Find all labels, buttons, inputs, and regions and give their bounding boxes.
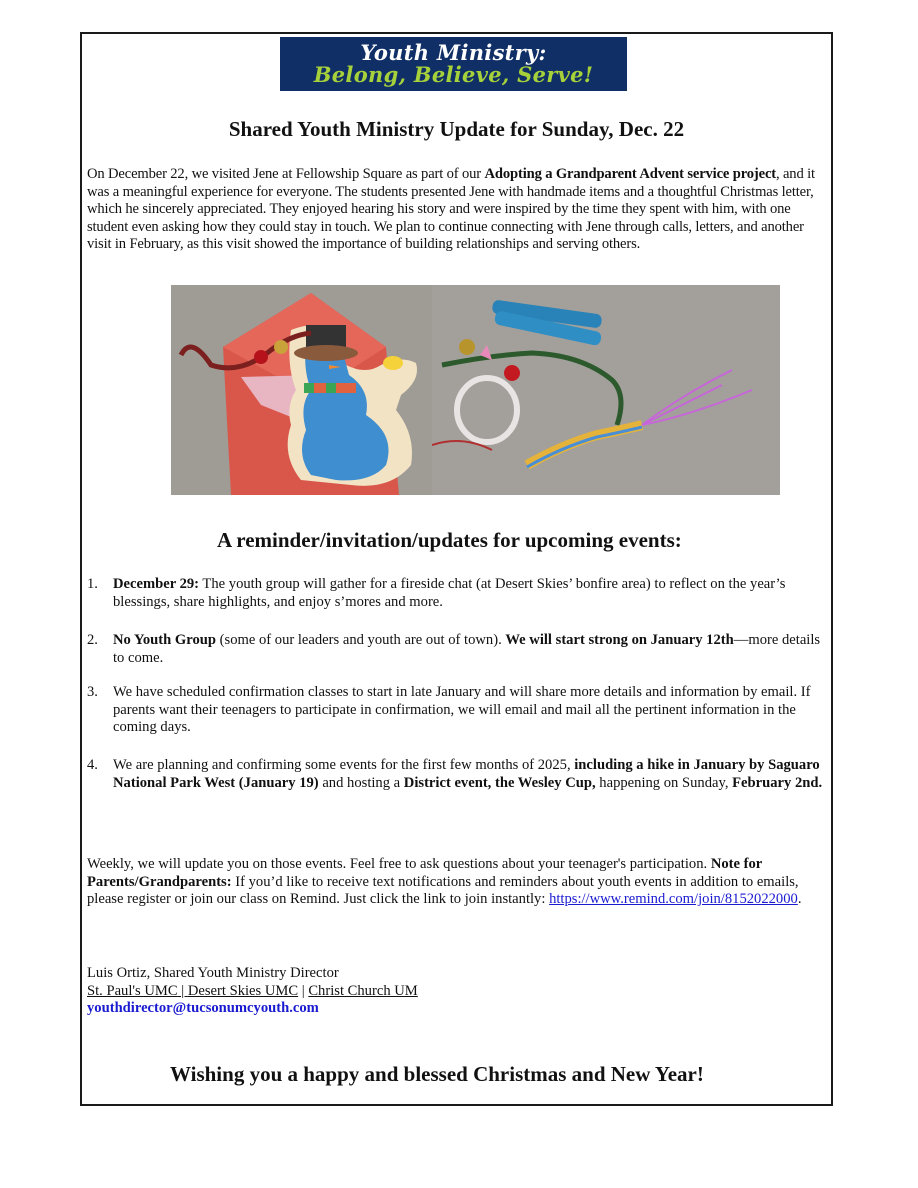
event-text: The youth group will gather for a fireside chat (at Desert Skies’ bonfire area) to reflect on the year’s blessings, share highlights, and enjoy s’mores and more. bbox=[113, 576, 786, 610]
intro-bold-project: Adopting a Grandparent Advent service project bbox=[484, 166, 776, 182]
weekly-text-2: If you’d like to receive text notifications and reminders about youth events in addition to emails, please register or join our class on Remind. Just click the link to join instantly: bbox=[87, 873, 799, 908]
event-text: and hosting a bbox=[318, 774, 404, 791]
signature-block bbox=[87, 965, 418, 1018]
page-title: Shared Youth Ministry Update for Sunday, Dec. 22 bbox=[228, 117, 685, 141]
church-link-st-pauls[interactable]: St. Paul's UMC bbox=[87, 982, 178, 999]
event-bold: No Youth Group bbox=[113, 632, 216, 648]
event-text: We are planning and confirming some events for the first few months of 2025, bbox=[113, 757, 575, 773]
closing-message: Wishing you a happy and blessed Christmas and New Year! bbox=[170, 1062, 704, 1086]
event-item bbox=[87, 757, 825, 792]
event-text: (some of our leaders and youth are out of town). bbox=[216, 632, 506, 648]
church-link-christ-church[interactable]: Christ Church UM bbox=[308, 982, 418, 999]
photo-bracelets bbox=[432, 285, 780, 495]
weekly-text-3: . bbox=[797, 891, 802, 908]
event-item bbox=[87, 632, 825, 667]
church-separator: | bbox=[298, 982, 309, 999]
intro-text-1: On December 22, we visited Jene at Fellowship Square as part of our bbox=[87, 166, 485, 182]
weekly-note-label: Note for Parents/Grandparents: bbox=[87, 856, 763, 890]
youth-ministry-banner bbox=[280, 37, 627, 91]
weekly-text-1: Weekly, we will update you on those events. Feel free to ask questions about your teenager's participation. bbox=[87, 856, 711, 872]
photo-snowman-card bbox=[171, 285, 432, 495]
intro-paragraph bbox=[87, 166, 825, 254]
event-bold: We will start strong on January 12th bbox=[505, 632, 734, 648]
event-text: happening on Sunday, bbox=[595, 774, 733, 791]
weekly-paragraph bbox=[87, 856, 827, 909]
event-number: 2. bbox=[87, 632, 98, 648]
snowman-card-image bbox=[171, 285, 432, 495]
church-separator: | bbox=[177, 982, 188, 999]
church-list bbox=[87, 983, 418, 1001]
event-date: December 29: bbox=[113, 576, 200, 592]
event-item bbox=[87, 576, 825, 611]
signature-name: Luis Ortiz, Shared Youth Ministry Director bbox=[87, 965, 339, 981]
event-text: —more details to come. bbox=[113, 632, 821, 666]
event-bold: February 2nd. bbox=[732, 774, 823, 791]
event-bold: including a hike in January by Saguaro National Park West (January 19) bbox=[113, 757, 820, 791]
event-number: 4. bbox=[87, 757, 98, 773]
banner-line-1: Youth Ministry: bbox=[360, 40, 547, 65]
banner-line-2: Belong, Believe, Serve! bbox=[313, 62, 594, 87]
intro-text-2: , and it was a meaningful experience for everyone. The students presented Jene with handmade items and a thoughtful Christmas letter, which he sincerely appreciated. They enjoyed hearing his story and were inspired by the time they spent with him, with one student even asking how they could stay in touch. We plan to continue connecting with Jene through calls, letters, and another visit in February, as this visit showed the importance of building relationships and serving others. bbox=[87, 166, 815, 253]
event-text: We have scheduled confirmation classes to start in late January and will share more details and information by email. If parents want their teenagers to participate in confirmation, we will email and mail all the pertinent information in the coming days. bbox=[113, 684, 811, 736]
photo-strip bbox=[171, 285, 780, 495]
email-link[interactable]: youthdirector@tucsonumcyouth.com bbox=[87, 1000, 319, 1017]
event-item bbox=[87, 684, 825, 737]
church-link-desert-skies[interactable]: Desert Skies UMC bbox=[187, 982, 299, 999]
events-heading: A reminder/invitation/updates for upcoming events: bbox=[217, 528, 682, 552]
event-number: 1. bbox=[87, 576, 98, 592]
bracelets-image bbox=[432, 285, 780, 495]
event-bold: District event, the Wesley Cup, bbox=[403, 774, 596, 791]
event-number: 3. bbox=[87, 684, 98, 700]
remind-link[interactable]: https://www.remind.com/join/8152022000 bbox=[549, 891, 798, 908]
